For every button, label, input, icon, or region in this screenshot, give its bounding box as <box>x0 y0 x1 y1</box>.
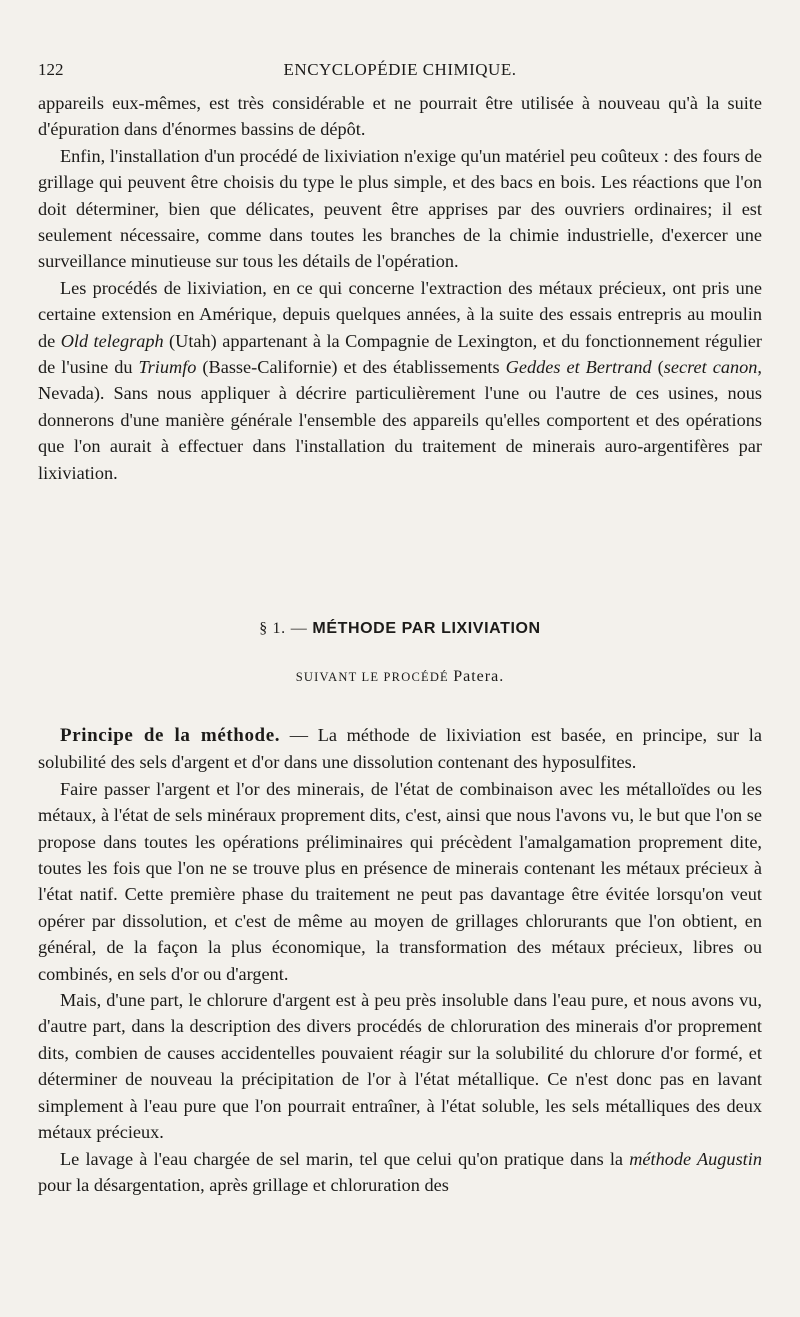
text-block-top <box>38 90 762 486</box>
paragraph-washing: Le lavage à l'eau chargée de sel marin, tel que celui qu'on pratique dans la méthode Augustin pour la désargentation, après grillage et chloruration des <box>38 1148 762 1195</box>
paragraph-installation: Enfin, l'installation d'un procédé de lixiviation n'exige qu'un matériel peu coûteux : des fours de grillage qui peuvent être choisis du type le plus simple, et des bacs en bois. Les réactions que l'on doit déterminer, bien que délicates, peuvent être apprises par des ouvriers ordinaires; il est seulement nécessaire, comme dans toutes les branches de la chimie industrielle, d'exercer une surveillance minutieuse sur tous les détails de l'opération. <box>38 145 762 272</box>
section-heading <box>0 620 800 638</box>
method-name: méthode Augustin <box>629 1148 762 1169</box>
establishment-name: Geddes et Bertrand <box>505 357 652 378</box>
place-name: secret canon <box>663 357 758 378</box>
mill-name: Old telegraph <box>60 330 164 351</box>
paragraph-chloride: Mais, d'une part, le chlorure d'argent est à peu près insoluble dans l'eau pure, et nous avons vu, d'autre part, dans la description des divers procédés de chloruration des minerais d'or proprement dits, combien de causes accidentelles pouvaient réagir sur la solubilité du chlorure d'or formé, et déterminer de nouveau la précipitation de l'or à l'état métallique. Ce n'est donc pas en lavant simplement à l'eau pure que l'on pourrait entraîner, à l'état soluble, les sels métalliques des deux métaux précieux. <box>38 990 762 1143</box>
run-in-heading: Principe de la méthode. <box>60 725 281 746</box>
paragraph-principle: Principe de la méthode. — La méthode de lixiviation est basée, en principe, sur la solubilité des sels d'argent et d'or dans une dissolution contenant des hyposulfites. <box>38 725 762 773</box>
factory-name: Triumfo <box>138 357 197 378</box>
paragraph-america: Les procédés de lixiviation, en ce qui concerne l'extraction des métaux précieux, ont pris une certaine extension en Amérique, depuis quelques années, à la suite des essais entrepris au moulin de Old telegraph (Utah) appartenant à la Compagnie de Lexington, et du fonctionnement régulier de l'usine du Triumfo (Basse-Californie) et des établissements Geddes et Bertrand (secret canon, Nevada). Sans nous appliquer à décrire particulièrement l'une ou l'autre de ces usines, nous donnerons d'une manière générale l'ensemble des appareils qu'elles comportent et des opérations que l'on aurait à effectuer dans l'installation du traitement de minerais auro-argentifères par lixiviation. <box>38 277 763 483</box>
section-subtitle: SUIVANT LE PROCÉDÉ Patera. <box>295 668 505 685</box>
page-number: 122 <box>38 60 64 79</box>
section-number: § 1. <box>259 620 286 637</box>
section-dash: — <box>290 620 308 637</box>
paragraph-continuation: appareils eux-mêmes, est très considérable et ne pourrait être utilisée à nouveau qu'à la suite d'épuration dans d'énormes bassins de dépôt. <box>38 93 762 140</box>
paragraph-roasting: Faire passer l'argent et l'or des minerais, de l'état de combinaison avec les métalloïdes ou les métaux, à l'état de sels minéraux proprement dits, c'est, ainsi que nous l'avons vu, le but que l'on se propose dans toutes les opérations préliminaires qui précèdent l'amalgamation proprement dite, toutes les fois que l'on ne se trouve plus en présence de minerais contenant les métaux précieux à l'état natif. Cette première phase du traitement ne peut pas davantage être évitée lorsqu'on veut opérer par dissolution, et c'est de même au moyen de grillages chlorurants que l'on obtient, en général, de la façon la plus économique, la transformation des métaux précieux, libres ou combinés, en sels d'or ou d'argent. <box>38 778 762 984</box>
section-title: MÉTHODE PAR LIXIVIATION <box>312 620 541 637</box>
running-head <box>38 60 762 84</box>
process-name: Patera. <box>453 668 505 685</box>
text-block-bottom <box>38 722 762 1198</box>
running-title: ENCYCLOPÉDIE CHIMIQUE. <box>283 60 517 79</box>
